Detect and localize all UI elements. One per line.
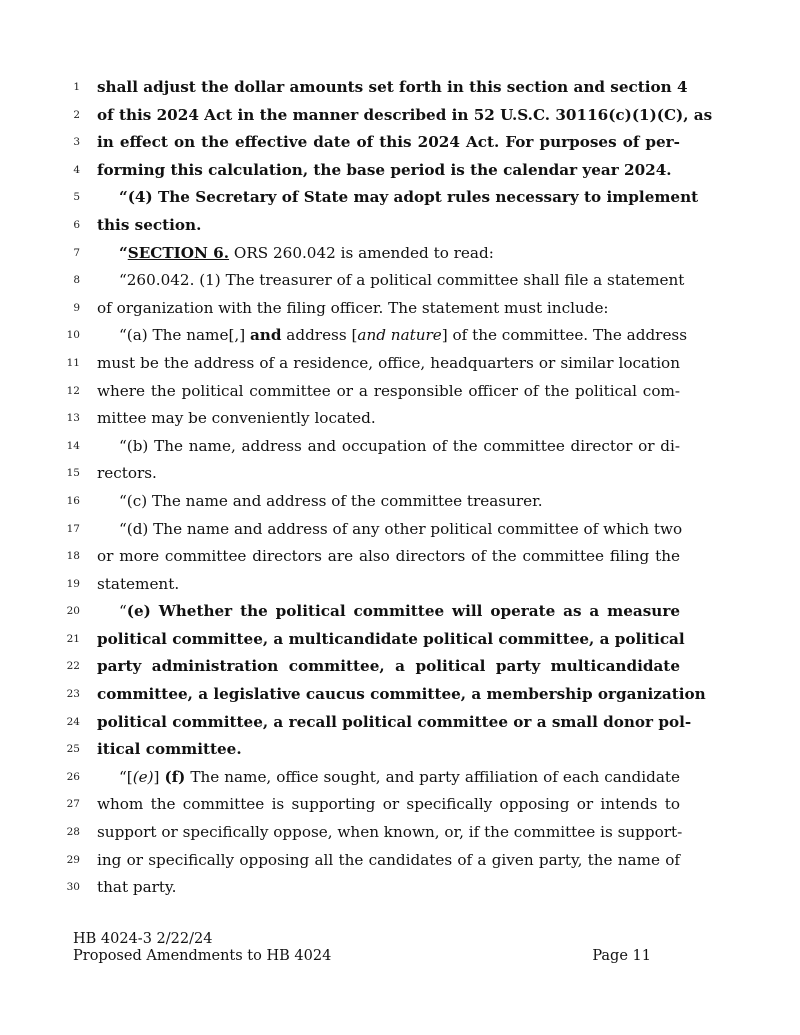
line-text: [119, 267, 685, 295]
line-text: [119, 764, 680, 792]
line-text: [97, 819, 683, 847]
document-line: [0, 350, 800, 378]
line-number: 3: [73, 136, 80, 149]
document-line: [0, 433, 800, 461]
line-text: [97, 626, 685, 654]
text-segment: political committee, a recall political committee or a small donor pol-: [97, 712, 692, 731]
line-number: 16: [66, 494, 80, 507]
line-number: 17: [66, 522, 80, 535]
footer-subtitle: Proposed Amendments to HB 4024: [73, 948, 332, 964]
text-segment: must be the address of a residence, office, headquarters or similar location: [97, 353, 680, 372]
text-segment: ORS 260.042 is amended to read:: [229, 243, 494, 262]
page-footer: [73, 931, 653, 965]
line-number: 6: [73, 218, 80, 231]
line-number: 26: [66, 770, 80, 783]
text-segment: in effect on the effective date of this 2024 Act. For purposes of per-: [97, 133, 680, 152]
text-segment: of organization with the filing officer. The statement must include:: [97, 298, 609, 317]
text-segment: “(a) The name[,]: [119, 326, 250, 345]
text-segment: ing or specifically opposing all the candidates of a given party, the name of: [97, 850, 680, 869]
line-number: 25: [66, 743, 80, 756]
text-segment: “(c) The name and address of the committee treasurer.: [119, 491, 543, 510]
text-segment: “: [119, 602, 127, 621]
text-segment: (f): [164, 767, 186, 786]
document-line: [0, 847, 800, 875]
document-line: [0, 460, 800, 488]
line-text: [119, 322, 688, 350]
line-number: 1: [73, 81, 80, 93]
document-line: [0, 736, 800, 764]
document-line: [0, 681, 800, 709]
text-segment: shall adjust the dollar amounts set forth in this section and section 4: [97, 78, 688, 96]
line-number: 9: [73, 301, 80, 314]
line-text: [119, 598, 680, 626]
document-line: [0, 874, 800, 902]
line-text: [97, 543, 680, 571]
text-segment: address [: [281, 326, 358, 345]
line-number: 19: [66, 577, 80, 590]
line-number: 27: [66, 798, 80, 811]
text-segment: committee, a legislative caucus committee, a membership organization: [97, 685, 706, 704]
footer-bill-id: HB 4024-3 2/22/24: [73, 931, 213, 947]
text-segment: party administration committee, a political party multicandidate: [97, 657, 680, 676]
line-text: [97, 460, 680, 488]
line-text: [97, 102, 713, 130]
line-text: [119, 184, 699, 212]
line-text: [97, 405, 680, 433]
text-segment: this section.: [97, 215, 202, 234]
line-number: 29: [66, 853, 80, 866]
line-number: 20: [66, 605, 80, 618]
line-number: 18: [66, 550, 80, 563]
line-number: 2: [73, 108, 80, 121]
document-line: [0, 240, 800, 268]
document-body: [0, 74, 800, 902]
line-text: [97, 709, 692, 737]
line-number: 11: [66, 356, 80, 369]
text-segment: statement.: [97, 574, 180, 593]
document-line: [0, 598, 800, 626]
document-line: [0, 516, 800, 544]
text-segment: “(b) The name, address and occupation of the committee director or di-: [119, 436, 680, 455]
document-line: [0, 709, 800, 737]
document-line: [0, 488, 800, 516]
line-number: 15: [66, 467, 80, 480]
line-text: [97, 847, 680, 875]
line-number: 24: [66, 715, 80, 728]
text-segment: “: [119, 243, 128, 262]
document-line: [0, 764, 800, 792]
text-segment: forming this calculation, the base period is the calendar year 2024.: [97, 160, 672, 179]
text-segment: or more committee directors are also directors of the committee filing the: [97, 547, 680, 566]
line-text: [119, 240, 680, 268]
line-text: [97, 157, 680, 185]
line-text: [97, 681, 706, 709]
line-text: [97, 378, 680, 406]
line-text: [97, 74, 688, 102]
text-segment: of this 2024 Act in the manner described in 52 U.S.C. 30116(c)(1)(C), as: [97, 105, 713, 124]
document-line: [0, 295, 800, 323]
line-text: [97, 571, 680, 599]
text-segment: mittee may be conveniently located.: [97, 409, 376, 428]
text-segment: (e) Whether the political committee will operate as a measure: [126, 602, 680, 621]
text-segment: “(4) The Secretary of State may adopt rules necessary to implement: [119, 188, 699, 207]
document-line: [0, 405, 800, 433]
text-segment: and: [249, 326, 282, 345]
line-text: [97, 736, 680, 764]
document-line: [0, 626, 800, 654]
text-segment: “(d) The name and address of any other political committee of which two: [119, 519, 683, 538]
line-number: 7: [73, 246, 80, 259]
text-segment: (e): [132, 767, 154, 786]
line-text: [97, 295, 680, 323]
document-line: [0, 157, 800, 185]
line-number: 22: [66, 660, 80, 673]
document-line: [0, 653, 800, 681]
document-line: [0, 819, 800, 847]
text-segment: “260.042. (1) The treasurer of a political committee shall file a statement: [119, 271, 685, 290]
line-text: [97, 791, 680, 819]
line-text: [97, 653, 680, 681]
line-text: [97, 350, 680, 378]
text-segment: where the political committee or a responsible officer of the political com-: [97, 381, 680, 400]
document-line: [0, 102, 800, 130]
text-segment: support or specifically oppose, when known, or, if the committee is support-: [97, 823, 683, 842]
line-number: 14: [66, 439, 80, 452]
text-segment: political committee, a multicandidate political committee, a political: [97, 629, 685, 648]
line-number: 12: [66, 384, 80, 397]
line-text: [119, 516, 683, 544]
line-number: 4: [73, 163, 80, 176]
document-line: [0, 322, 800, 350]
line-text: [97, 874, 680, 902]
line-text: [97, 212, 680, 240]
document-line: [0, 571, 800, 599]
line-number: 30: [66, 881, 80, 894]
document-line: [0, 129, 800, 157]
text-segment: that party.: [97, 878, 177, 897]
line-text: [97, 129, 680, 157]
line-number: 8: [73, 274, 80, 287]
text-segment: and nature: [357, 326, 442, 345]
text-segment: itical committee.: [97, 740, 242, 759]
text-segment: ]: [153, 767, 165, 786]
footer-page-number: Page 11: [592, 948, 651, 964]
text-segment: rectors.: [97, 464, 157, 483]
document-line: [0, 378, 800, 406]
text-segment: SECTION 6.: [127, 243, 230, 262]
line-number: 10: [66, 329, 80, 342]
line-number: 13: [66, 412, 80, 425]
line-text: [119, 488, 680, 516]
text-segment: “[: [119, 767, 133, 786]
line-number: 21: [66, 632, 80, 645]
document-line: [0, 212, 800, 240]
document-line: [0, 543, 800, 571]
text-segment: The name, office sought, and party affiliation of each candidate: [185, 767, 680, 786]
line-text: [119, 433, 680, 461]
text-segment: whom the committee is supporting or specifically opposing or intends to: [97, 795, 680, 814]
line-number: 23: [66, 688, 80, 701]
line-number: 28: [66, 826, 80, 839]
line-number: 5: [73, 191, 80, 204]
document-line: [0, 267, 800, 295]
document-line: [0, 74, 800, 102]
text-segment: ] of the committee. The address: [441, 326, 688, 345]
document-line: [0, 184, 800, 212]
document-line: [0, 791, 800, 819]
